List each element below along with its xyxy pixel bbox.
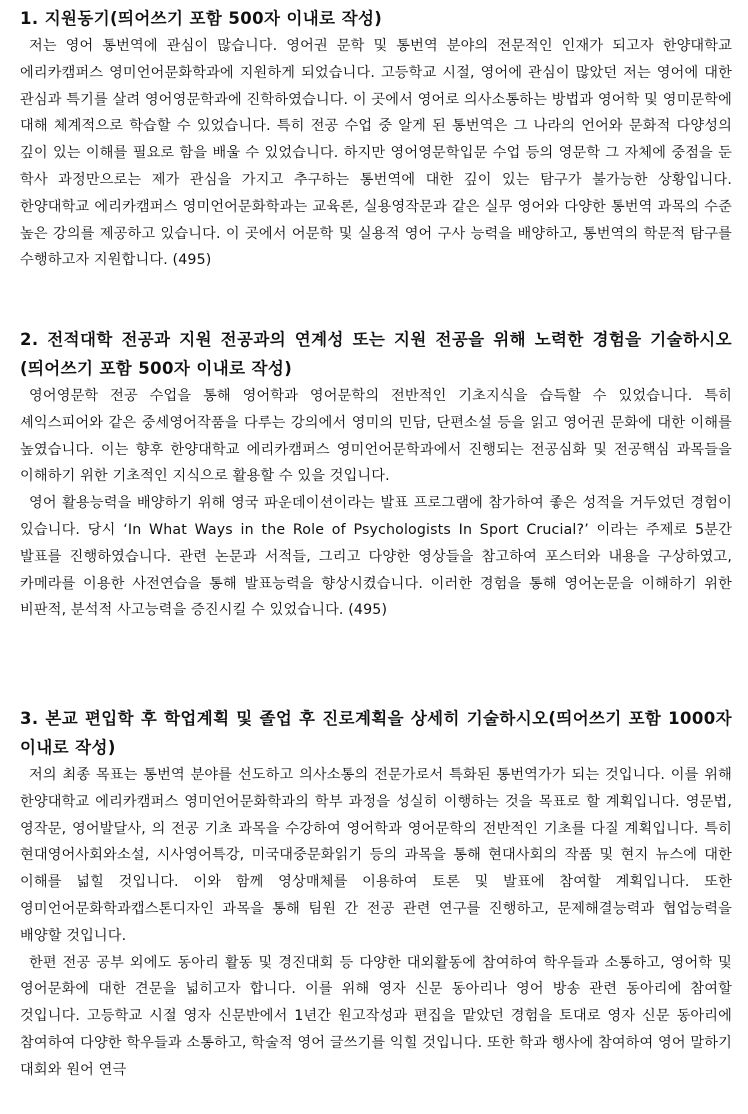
question-heading-3: 3. 본교 편입학 후 학업계획 및 졸업 후 진로계획을 상세히 기술하시오(띄어쓰기 포함 1000자 이내로 작성): [20, 709, 732, 757]
answer-paragraph-2-2: 영어 활용능력을 배양하기 위해 영국 파운데이션이라는 발표 프로그램에 참가하여 좋은 성적을 거두었던 경험이 있습니다. 당시 ‘In What Ways in the Role of Psychologists In Sport Crucial?’ 이라는 주제로 5분간 발표를 진행하였습니다. 관련 논문과 서적들, 그리고 다양한 영상들을 참고하여 포스터와 내용을 구상하였고, 카메라를 이용한 사전연습을 통해 발표능력을 향상시켰습니다. 이러한 경험을 통해 영어논문을 이해하기 위한 비판적, 분석적 사고능력을 증진시킬 수 있었습니다. (495): [20, 495, 732, 619]
question-section-2: [20, 325, 732, 624]
question-section-1: [20, 4, 732, 274]
question-heading-2: 2. 전적대학 전공과 지원 전공과의 연계성 또는 지원 전공을 위해 노력한 경험을 기술하시오(띄어쓰기 포함 500자 이내로 작성): [20, 330, 732, 378]
answer-paragraph-1-1: 저는 영어 통번역에 관심이 많습니다. 영어권 문학 및 통번역 분야의 전문적인 인재가 되고자 한양대학교 에리카캠퍼스 영미언어문화학과에 지원하게 되었습니다. 고등학교 시절, 영어에 관심이 많았던 저는 영어에 대한 관심과 특기를 살려 영어영문학과에 진학하였습니다. 이 곳에서 영어로 의사소통하는 방법과 영어학 및 영미문학에 대해 체계적으로 학습할 수 있었습니다. 특히 전공 수업 중 알게 된 통번역은 그 나라의 언어와 문화적 다양성의 깊이 있는 이해를 필요로 함을 배울 수 있었습니다. 하지만 영어영문학입문 수업 등의 영문학 그 자체에 중점을 둔 학사 과정만으로는 제가 관심을 가지고 추구하는 통번역에 대한 깊이 있는 탐구가 불가능한 상황입니다. 한양대학교 에리카캠퍼스 영미언어문화학과는 교육론, 실용영작문과 같은 실무 영어와 다양한 통번역 과목의 수준 높은 강의를 제공하고 있습니다. 이 곳에서 어문학 및 실용적 영어 구사 능력을 배양하고, 통번역의 학문적 탐구를 수행하고자 지원합니다. (495): [20, 38, 732, 269]
question-section-3: [20, 704, 732, 1084]
answer-paragraph-3-2: 한편 전공 공부 외에도 동아리 활동 및 경진대회 등 다양한 대외활동에 참여하여 학우들과 소통하고, 영어학 및 영어문화에 대한 견문을 넓히고자 합니다. 이를 위해 영자 신문 동아리나 영어 방송 관련 동아리에 참여할 것입니다. 고등학교 시절 영자 신문반에서 1년간 원고작성과 편집을 맡았던 경험을 토대로 영자 신문 동아리에 참여하여 다양한 학우들과 소통하고, 학술적 영어 글쓰기를 익힐 것입니다. 또한 학과 행사에 참여하여 영어 말하기 대회와 원어 연극: [20, 954, 732, 1078]
answer-paragraph-3-1: 저의 최종 목표는 통번역 분야를 선도하고 의사소통의 전문가로서 특화된 통번역가가 되는 것입니다. 이를 위해 한양대학교 에리카캠퍼스 영미언어문화학과의 학부 과정을 성실히 이행하는 것을 목표로 할 계획입니다. 영문법, 영작문, 영어발달사, 의 전공 기초 과목을 수강하여 영어학과 영어문학의 전반적인 기초를 다질 계획입니다. 특히 현대영어사회와소설, 시사영어특강, 미국대중문화읽기 등의 과목을 통해 현대사회의 작품 및 현지 뉴스에 대한 이해를 넓힐 것입니다. 이와 함께 영상매체를 이용하여 토론 및 발표에 참여할 계획입니다. 또한 영미언어문화학과캡스톤디자인 과목을 통해 팀원 간 전공 관련 연구를 진행하고, 문제해결능력과 협업능력을 배양할 것입니다.: [20, 767, 732, 944]
answer-paragraph-2-1: 영어영문학 전공 수업을 통해 영어학과 영어문학의 전반적인 기초지식을 습득할 수 있었습니다. 특히 셰익스피어와 같은 중세영어작품을 다루는 강의에서 영미의 민담, 단편소설 등을 읽고 영어권 문화에 대한 이해를 높였습니다. 이는 향후 한양대학교 에리카캠퍼스 영미언어문학과에서 진행되는 전공심화 및 전공핵심 과목들을 이해하기 위한 기초적인 지식으로 활용할 수 있을 것입니다.: [20, 388, 732, 485]
question-heading-1: 1. 지원동기(띄어쓰기 포함 500자 이내로 작성): [20, 9, 383, 28]
